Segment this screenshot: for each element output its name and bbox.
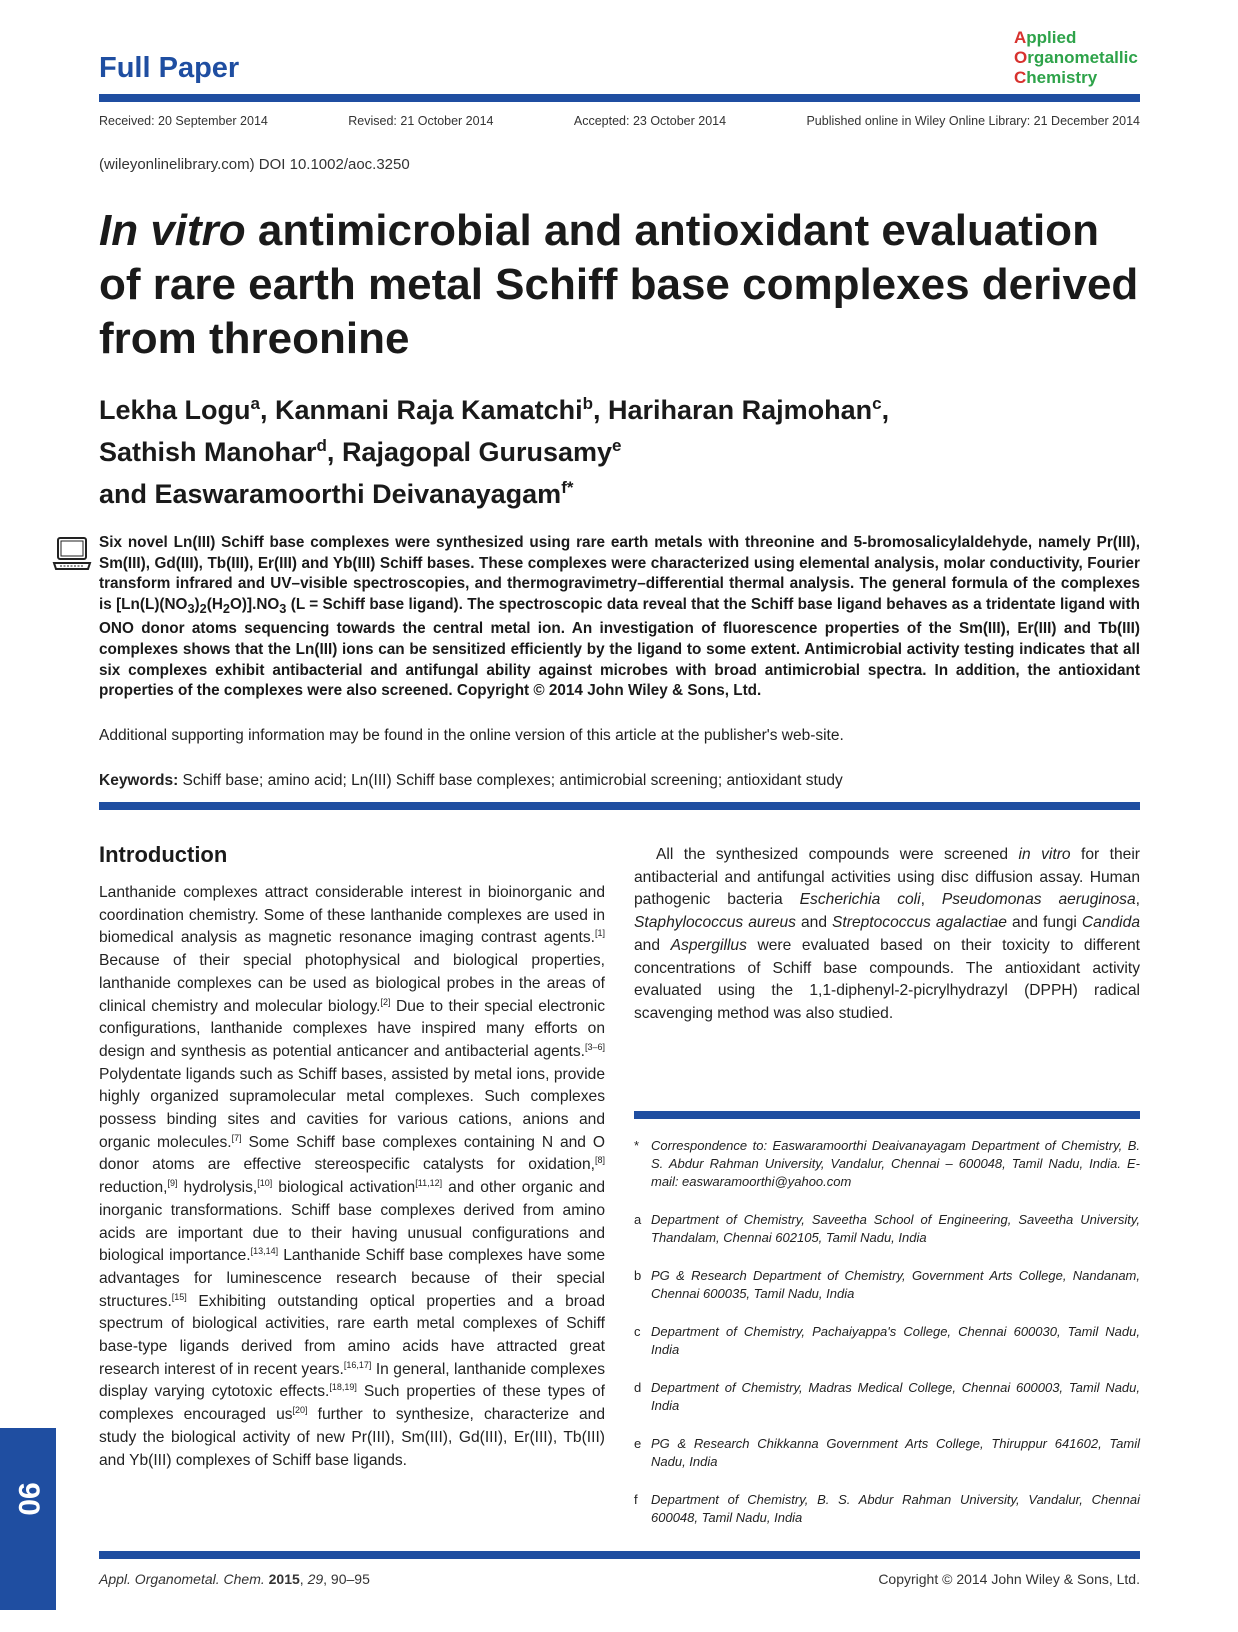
- intro-heading: Introduction: [99, 842, 228, 867]
- abstract-subscript: 2: [199, 600, 207, 616]
- author-mark: c: [872, 394, 882, 413]
- citation-ref: [15]: [171, 1291, 187, 1302]
- aff-mark: a: [634, 1212, 642, 1227]
- footer-rule: [99, 1551, 1140, 1559]
- author-name: Sathish Manohar: [99, 437, 317, 467]
- italic-term: Escherichia coli: [799, 891, 921, 909]
- body-text: Some Schiff base complexes containing N and O donor atoms are effective stereospecific catalysts for oxidation,: [99, 1133, 606, 1174]
- body-text: Lanthanide Schiff base complexes have some advantages for luminescence research because of their special structures.: [99, 1247, 605, 1310]
- citation-year: 2015: [268, 1571, 300, 1587]
- aff-text: Department of Chemistry, Pachaiyappa's College, Chennai 600030, Tamil Nadu, India: [651, 1324, 1140, 1357]
- keywords-text: Schiff base; amino acid; Ln(III) Schiff base complexes; antimicrobial screening; antioxidant study: [178, 772, 843, 789]
- affiliation-d: [634, 1379, 1140, 1415]
- author-mark: b: [582, 394, 593, 413]
- published-date: Published online in Wiley Online Library: 21 December 2014: [806, 114, 1140, 128]
- laptop-icon: [52, 536, 92, 572]
- aff-mark: b: [634, 1268, 642, 1283]
- aff-text: PG & Research Chikkanna Government Arts College, Thiruppur 641602, Tamil Nadu, India: [651, 1436, 1140, 1469]
- italic-term: Candida: [1081, 914, 1140, 932]
- body-text: ,: [1135, 891, 1140, 909]
- citation-ref: [8]: [594, 1155, 605, 1166]
- author-name: Kanmani Raja Kamatchi: [275, 395, 583, 425]
- journal-logo: [1014, 28, 1164, 88]
- citation-ref: [16,17]: [343, 1359, 372, 1370]
- intro-left-column: [99, 882, 605, 1472]
- abstract-part: O)].NO: [230, 595, 280, 613]
- citation-pages: , 90–95: [323, 1571, 370, 1587]
- citation-ref: [2]: [380, 996, 391, 1007]
- italic-term: Streptococcus agalactiae: [832, 914, 1007, 932]
- author-name: Lekha Logu: [99, 395, 251, 425]
- abstract-text: [99, 533, 1140, 702]
- author-mark: a: [250, 394, 260, 413]
- correspondence-note: [634, 1137, 1140, 1191]
- abstract-part: Six novel Ln(III) Schiff base complexes were synthesized using rare earth metals with threonine and 5-bromosalicylaldehyde, namely Pr(III), Sm(III), Gd(III), Tb(III), Er(III) and Yb(III) Schiff bases. These complexes were characterized using elemental analysis, molar conductivity, Fourier transform infrared and UV–visible spectroscopies, and thermogravimetry–differential thermal analysis. The general formula of the complexes is [Ln(L)(NO: [99, 534, 1140, 613]
- body-text: and fungi: [1006, 914, 1082, 932]
- logo-rest-1: pplied: [1026, 28, 1077, 47]
- revised-date: Revised: 21 October 2014: [348, 114, 494, 128]
- citation-ref: [9]: [167, 1177, 178, 1188]
- affiliation-f: [634, 1491, 1140, 1527]
- citation-ref: [3–6]: [584, 1041, 605, 1052]
- italic-term: Aspergillus: [670, 936, 747, 954]
- aff-text: Department of Chemistry, B. S. Abdur Rahman University, Vandalur, Chennai 600048, Tamil Nadu, India: [651, 1492, 1140, 1525]
- author-mark: d: [316, 436, 327, 455]
- author-name: Rajagopal Gurusamy: [341, 437, 613, 467]
- footer-copyright: Copyright © 2014 John Wiley & Sons, Ltd.: [878, 1571, 1140, 1587]
- body-text: Exhibiting outstanding optical properties and a broad spectrum of biological activities, rare earth metal complexes of Schiff base-type ligands derived from amino acids have attracted great research interest of in recent years.: [99, 1292, 605, 1378]
- affiliation-rule: [634, 1111, 1140, 1119]
- aff-mark: f: [634, 1492, 638, 1507]
- affiliation-a: [634, 1211, 1140, 1247]
- aff-text: Correspondence to: Easwaramoorthi Deaivanayagam Department of Chemistry, B. S. Abdur Rahman University, Vandalur, Chennai – 600048, Tamil Nadu, India. E-mail: easwaramoorthi@yahoo.com: [651, 1138, 1140, 1189]
- body-text: further to synthesize, characterize and study the biological activity of new Pr(III), Sm(III), Gd(III), Er(III), Tb(III) and Yb(III) complexes of Schiff base ligands.: [99, 1406, 605, 1469]
- logo-rest-3: hemistry: [1026, 68, 1098, 87]
- citation-ref: [10]: [257, 1177, 273, 1188]
- logo-cap-2: O: [1014, 48, 1028, 67]
- abstract-part: ): [194, 595, 200, 613]
- abstract-rule: [99, 802, 1140, 810]
- author-sep: ,: [593, 395, 609, 425]
- body-text: All the synthesized compounds were screened: [656, 846, 1019, 863]
- author-mark: e: [612, 436, 622, 455]
- body-text: and other organic and inorganic transformations. Schiff base complexes derived from amino acids are important due to their having unusual configurations and biological importance.: [99, 1179, 606, 1265]
- aff-text: Department of Chemistry, Madras Medical College, Chennai 600003, Tamil Nadu, India: [651, 1380, 1140, 1413]
- abstract-subscript: 2: [222, 600, 230, 616]
- affiliation-c: [634, 1323, 1140, 1359]
- body-text: were evaluated based on their toxicity to different concentrations of Schiff base compounds. The antioxidant activity evaluated using the 1,1-diphenyl-2-picrylhydrazyl (DPPH) radical scavenging method was also studied.: [634, 936, 1140, 1022]
- supporting-info: Additional supporting information may be found in the online version of this article at the publisher's web-site.: [99, 727, 844, 744]
- keywords-label: Keywords:: [99, 772, 179, 789]
- citation-volume: 29: [307, 1571, 324, 1587]
- author-sep: ,: [881, 395, 890, 425]
- author-list: [99, 386, 1140, 512]
- citation-ref: [1]: [594, 928, 605, 939]
- affiliation-b: [634, 1267, 1140, 1303]
- affiliation-e: [634, 1435, 1140, 1471]
- body-text: and: [634, 936, 671, 954]
- italic-term: Staphylococcus aureus: [634, 914, 796, 932]
- received-date: Received: 20 September 2014: [99, 114, 268, 128]
- footer-citation: Appl. Organometal. Chem. 2015, 29, 90–95: [99, 1571, 370, 1587]
- body-text: hydrolysis,: [177, 1179, 258, 1197]
- logo-rest-2: rganometallic: [1027, 48, 1138, 67]
- intro-right-column: [634, 844, 1140, 1026]
- header-rule: [99, 94, 1140, 102]
- citation-ref: [18,19]: [329, 1382, 357, 1393]
- keywords-line: [99, 772, 843, 790]
- author-name: and Easwaramoorthi Deivanayagam: [99, 479, 562, 509]
- aff-mark: c: [634, 1324, 641, 1339]
- body-text: for their antibacterial and antifungal activities using disc diffusion assay. Human pathogenic bacteria: [634, 846, 1140, 909]
- aff-text: PG & Research Department of Chemistry, Government Arts College, Nandanam, Chennai 600035, Tamil Nadu, India: [651, 1268, 1140, 1301]
- logo-cap-1: A: [1014, 28, 1027, 47]
- doi-line: (wileyonlinelibrary.com) DOI 10.1002/aoc.3250: [99, 156, 410, 173]
- author-sep: ,: [326, 437, 342, 467]
- title-italic: In vitro: [99, 206, 246, 255]
- body-text: Because of their special photophysical and biological properties, lanthanide complexes can be used as biological probes in the areas of clinical chemistry and molecular biology.: [99, 952, 605, 1015]
- italic-term: Pseudomonas aeruginosa: [941, 891, 1136, 909]
- abstract-part: (L = Schiff base ligand). The spectroscopic data reveal that the Schiff base ligand behaves as a tridentate ligand with ONO donor atoms sequencing towards the central metal ion. An investigation of fluorescence properties of the Sm(III), Er(III) and Tb(III) complexes shows that the Ln(III) ions can be sensitized efficiently by the ligand to some extent. Antimicrobial activity testing indicates that all six complexes exhibit antibacterial and antifungal ability against microbes with broad antimicrobial spectra. In addition, the antioxidant properties of the complexes were also screened. Copyright © 2014 John Wiley & Sons, Ltd.: [99, 595, 1140, 700]
- section-label: Full Paper: [99, 52, 240, 84]
- author-sep: ,: [259, 395, 275, 425]
- accepted-date: Accepted: 23 October 2014: [573, 114, 727, 128]
- citation-ref: [11,12]: [415, 1177, 443, 1188]
- body-text: In general, lanthanide complexes display varying cytotoxic effects.: [99, 1360, 605, 1401]
- dates-row: [99, 114, 1140, 128]
- author-mark: f*: [561, 478, 574, 497]
- abstract-part: (H: [206, 595, 223, 613]
- body-text: reduction,: [99, 1179, 168, 1197]
- aff-mark: *: [634, 1138, 640, 1153]
- citation-ref: [7]: [231, 1132, 242, 1143]
- body-text: Polydentate ligands such as Schiff bases, assisted by metal ions, provide highly organized supramolecular metal complexes. Such complexes possess binding sites and cavities for various cations, anions and organic molecules.: [99, 1065, 605, 1151]
- logo-cap-3: C: [1014, 68, 1027, 87]
- body-text: ,: [920, 891, 942, 909]
- body-text: Lanthanide complexes attract considerable interest in bioinorganic and coordination chemistry. Some of these lanthanide complexes are used in biomedical analysis as magnetic resonance imaging contrast agents.: [99, 884, 605, 947]
- page-number: 90: [12, 1482, 45, 1516]
- abstract-subscript: 3: [279, 600, 287, 616]
- body-text: biological activation: [272, 1179, 416, 1197]
- author-name: Hariharan Rajmohan: [608, 395, 873, 425]
- citation-ref: [20]: [292, 1404, 308, 1415]
- citation-ref: [13,14]: [250, 1246, 279, 1257]
- abstract-subscript: 3: [187, 600, 195, 616]
- paper-title: [99, 204, 1140, 366]
- aff-mark: d: [634, 1380, 642, 1395]
- body-text: Due to their special electronic configurations, lanthanide complexes have inspired many efforts on design and synthesis as potential anticancer and antibacterial agents.: [99, 997, 605, 1060]
- journal-abbrev: Appl. Organometal. Chem.: [99, 1571, 265, 1587]
- aff-text: Department of Chemistry, Saveetha School of Engineering, Saveetha University, Thandalam, Chennai 602105, Tamil Nadu, India: [651, 1212, 1140, 1245]
- body-text: and: [795, 914, 833, 932]
- title-rest: antimicrobial and antioxidant evaluation of rare earth metal Schiff base complexes derived from threonine: [99, 206, 1139, 363]
- body-text: Such properties of these types of complexes encouraged us: [99, 1383, 605, 1424]
- aff-mark: e: [634, 1436, 642, 1451]
- italic-term: in vitro: [1018, 846, 1071, 863]
